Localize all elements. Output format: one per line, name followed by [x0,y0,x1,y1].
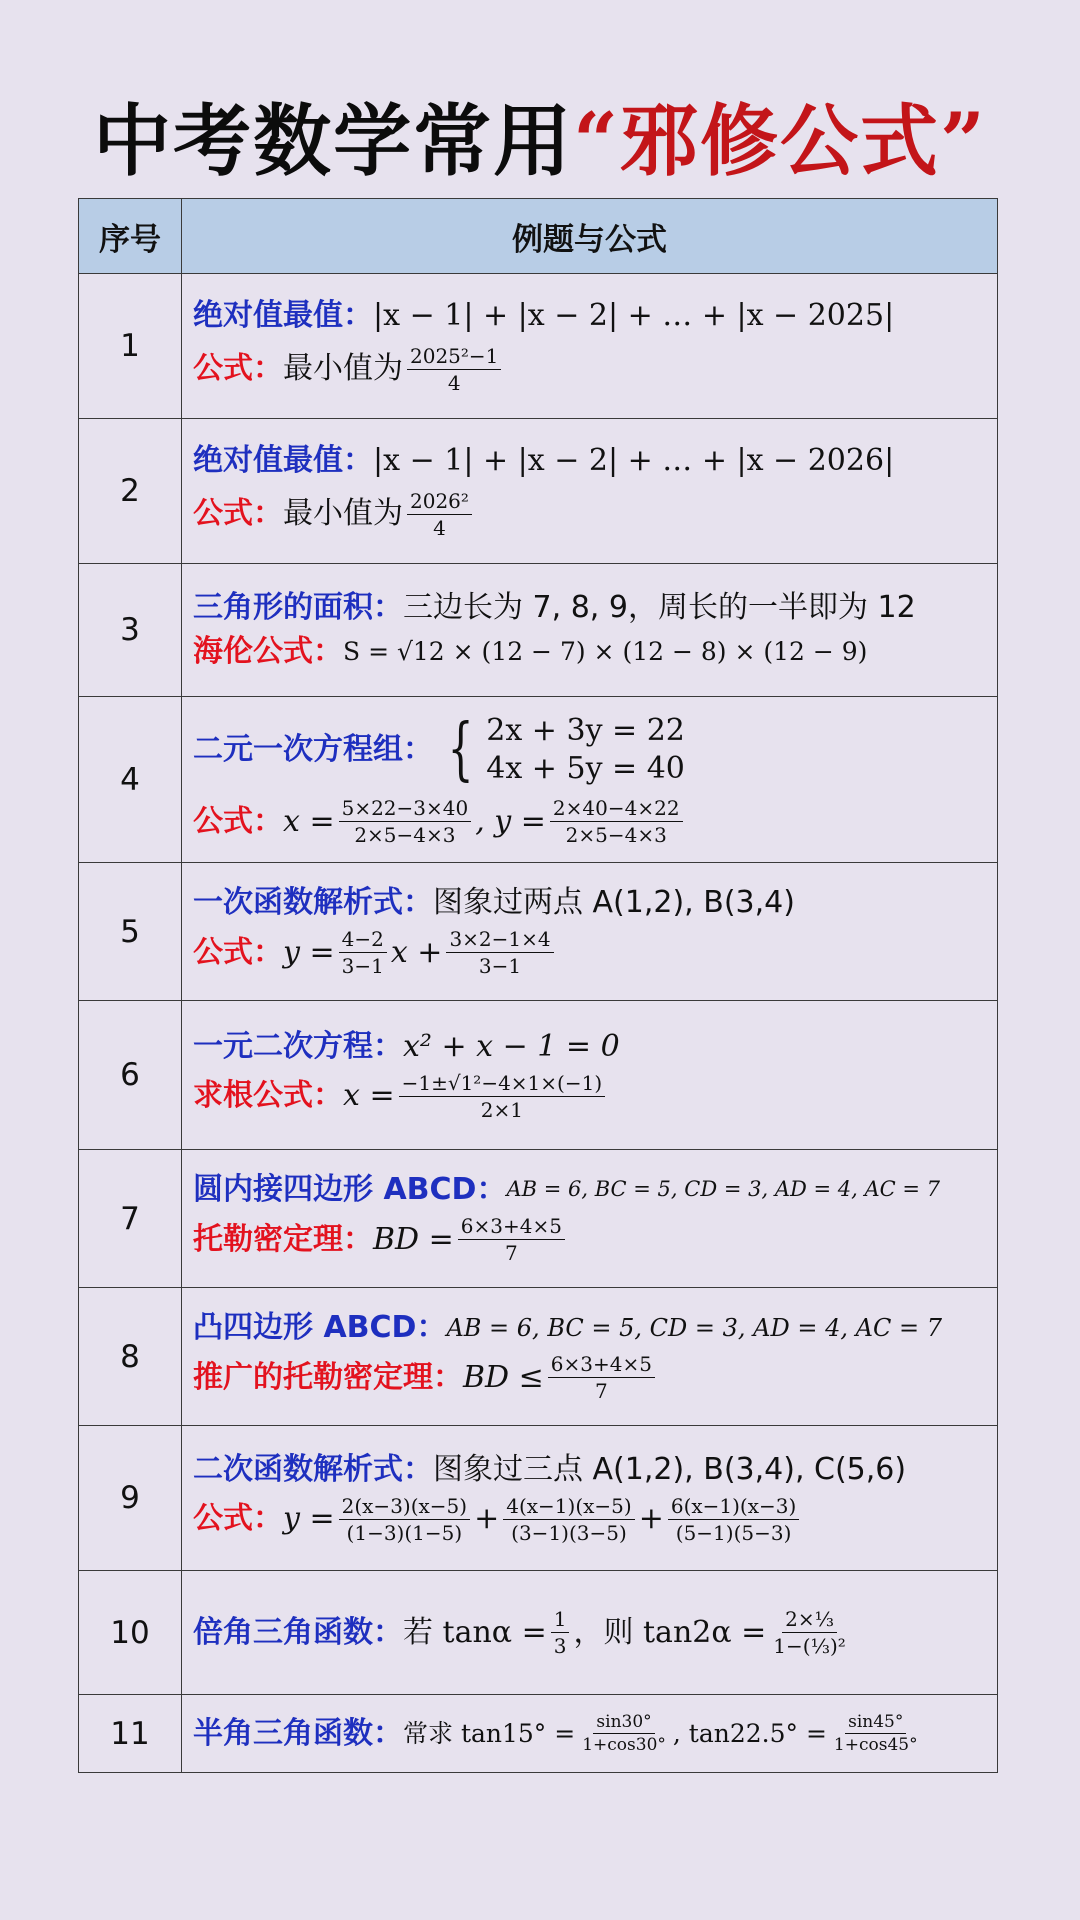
formula-label: 公式： [193,934,283,970]
fraction [770,1607,849,1658]
equation-system [486,712,685,789]
row-content [182,1426,998,1571]
row-label: 二元一次方程组： [193,732,433,767]
formula-label: 求根公式： [193,1078,343,1113]
fraction [458,1214,565,1265]
numerator: 6×3+4×5 [548,1352,655,1378]
plus-sign: + [638,1501,664,1536]
numerator: 4(x−1)(x−5) [503,1494,634,1520]
denominator: 1+cos45° [833,1735,918,1755]
row-number: 10 [79,1571,182,1695]
fraction [339,1494,470,1545]
row-number: 4 [79,697,182,863]
numerator: 2(x−3)(x−5) [339,1494,470,1520]
tan-text: 若 tanα = [403,1614,547,1650]
table-row [79,564,998,697]
row-label: 倍角三角函数： [193,1614,403,1650]
row-content [182,1001,998,1150]
formula-label: 公式： [193,803,283,839]
bd-le: BD ≤ [463,1359,544,1395]
bd-equals: BD = [373,1221,454,1257]
fraction [831,1712,921,1756]
row-number: 7 [79,1150,182,1288]
fraction [551,1607,570,1658]
formula-text: 最小值为 [283,351,403,386]
denominator: (3−1)(3−5) [511,1520,627,1545]
table-row [79,1426,998,1571]
numerator: 2026² [407,489,472,515]
row-content [182,1571,998,1695]
tan225-text: , tan22.5° = [672,1718,827,1748]
table-row [79,863,998,1001]
denominator: 4 [447,370,461,395]
fraction [579,1712,669,1756]
table-row [79,1288,998,1426]
numerator: sin45° [845,1712,906,1734]
y-equals: y = [283,1501,335,1536]
header-number: 序号 [79,199,182,274]
table-header [79,199,998,274]
row-content [182,419,998,564]
numerator: sin30° [593,1712,654,1734]
row-number: 1 [79,274,182,419]
row-content [182,1150,998,1288]
page-title [0,92,1080,192]
table-row [79,697,998,863]
fraction [407,344,501,395]
table-row [79,1571,998,1695]
x-equals: x = [283,803,335,839]
fraction [339,796,472,847]
numerator: 6×3+4×5 [458,1214,565,1240]
row-expression: 图象过三点 A(1,2), B(3,4), C(5,6) [433,1451,907,1487]
fraction [446,927,553,978]
y-equals: , y = [475,803,546,839]
row-number: 11 [79,1695,182,1773]
denominator: 1+cos30° [582,1735,666,1755]
row-expression: |x − 1| + |x − 2| + … + |x − 2026| [373,442,895,478]
fraction [339,927,387,978]
row-label: 半角三角函数： [193,1715,403,1751]
denominator: 3−1 [341,954,384,978]
row-expression: 图象过两点 A(1,2), B(3,4) [433,885,795,920]
row-expression: AB = 6, BC = 5, CD = 3, AD = 4, AC = 7 [446,1313,942,1342]
row-label: 一元二次方程： [193,1028,403,1064]
x-plus: x + [390,934,443,970]
table-row [79,1695,998,1773]
denominator: 3−1 [478,954,522,978]
row-expression: 三边长为 7, 8, 9，周长的一半即为 12 [403,590,916,625]
row-content [182,1288,998,1426]
row-number: 2 [79,419,182,564]
denominator: 1−(⅓)² [773,1634,846,1658]
formula-label: 公式： [193,1501,283,1536]
row-label: 绝对值最值： [193,297,373,333]
numerator: 4−2 [339,927,387,953]
formula-label: 公式： [193,351,283,386]
tan2-text: ，则 tan2α = [573,1614,767,1650]
fraction [668,1494,799,1545]
row-number: 8 [79,1288,182,1426]
formula-label: 推广的托勒密定理： [193,1359,463,1395]
equation-2: 4x + 5y = 40 [486,751,685,786]
numerator: 1 [551,1607,570,1633]
row-content [182,274,998,419]
tan15-text: 常求 tan15° = [403,1718,576,1748]
header-content: 例题与公式 [182,199,998,274]
table-row [79,419,998,564]
numerator: 2025²−1 [407,344,501,370]
row-expression: |x − 1| + |x − 2| + … + |x − 2025| [373,297,895,333]
title-main: 中考数学常用 [93,96,574,187]
row-number: 6 [79,1001,182,1150]
row-content [182,863,998,1001]
denominator: 2×1 [480,1097,523,1122]
y-equals: y = [283,934,335,970]
denominator: 2×5−4×3 [565,823,667,848]
fraction [407,489,472,540]
row-content [182,697,998,863]
heron-formula: S = √12 × (12 − 7) × (12 − 8) × (12 − 9) [343,637,868,666]
numerator: 3×2−1×4 [446,927,553,953]
numerator: −1±√1²−4×1×(−1) [399,1071,606,1097]
formula-label: 海伦公式： [193,634,343,669]
numerator: 2×⅓ [782,1607,837,1633]
table-row [79,1001,998,1150]
denominator: 3 [553,1634,567,1658]
table-row [79,274,998,419]
formula-label: 公式： [193,496,283,531]
title-highlight: “邪修公式” [573,96,987,187]
fraction [503,1494,634,1545]
numerator: 5×22−3×40 [339,796,472,822]
row-label: 一次函数解析式： [193,885,433,920]
equation-1: 2x + 3y = 22 [486,712,685,748]
denominator: (5−1)(5−3) [675,1520,792,1545]
denominator: 4 [433,515,446,540]
fraction [550,796,683,847]
row-label: 二次函数解析式： [193,1451,433,1487]
row-number: 3 [79,564,182,697]
row-label: 三角形的面积： [193,590,403,625]
numerator: 2×40−4×22 [550,796,683,822]
row-number: 5 [79,863,182,1001]
row-expression: x² + x − 1 = 0 [403,1028,620,1064]
row-content [182,1695,998,1773]
formula-text: 最小值为 [283,496,403,531]
denominator: 7 [595,1379,608,1403]
row-content [182,564,998,697]
denominator: 2×5−4×3 [354,823,456,848]
numerator: 6(x−1)(x−3) [668,1494,799,1520]
formula-label: 托勒密定理： [193,1221,373,1257]
x-equals: x = [343,1078,395,1113]
denominator: (1−3)(1−5) [346,1520,463,1545]
row-label: 圆内接四边形 ABCD： [193,1172,507,1207]
row-label: 绝对值最值： [193,442,373,478]
plus-sign: + [474,1501,500,1536]
row-expression: AB = 6, BC = 5, CD = 3, AD = 4, AC = 7 [506,1177,941,1202]
denominator: 7 [505,1241,518,1265]
fraction [548,1352,655,1403]
formula-table [78,198,998,1773]
fraction [399,1071,606,1122]
row-number: 9 [79,1426,182,1571]
table-row [79,1150,998,1288]
row-label: 凸四边形 ABCD： [193,1310,447,1345]
brace-icon: { [447,710,474,789]
